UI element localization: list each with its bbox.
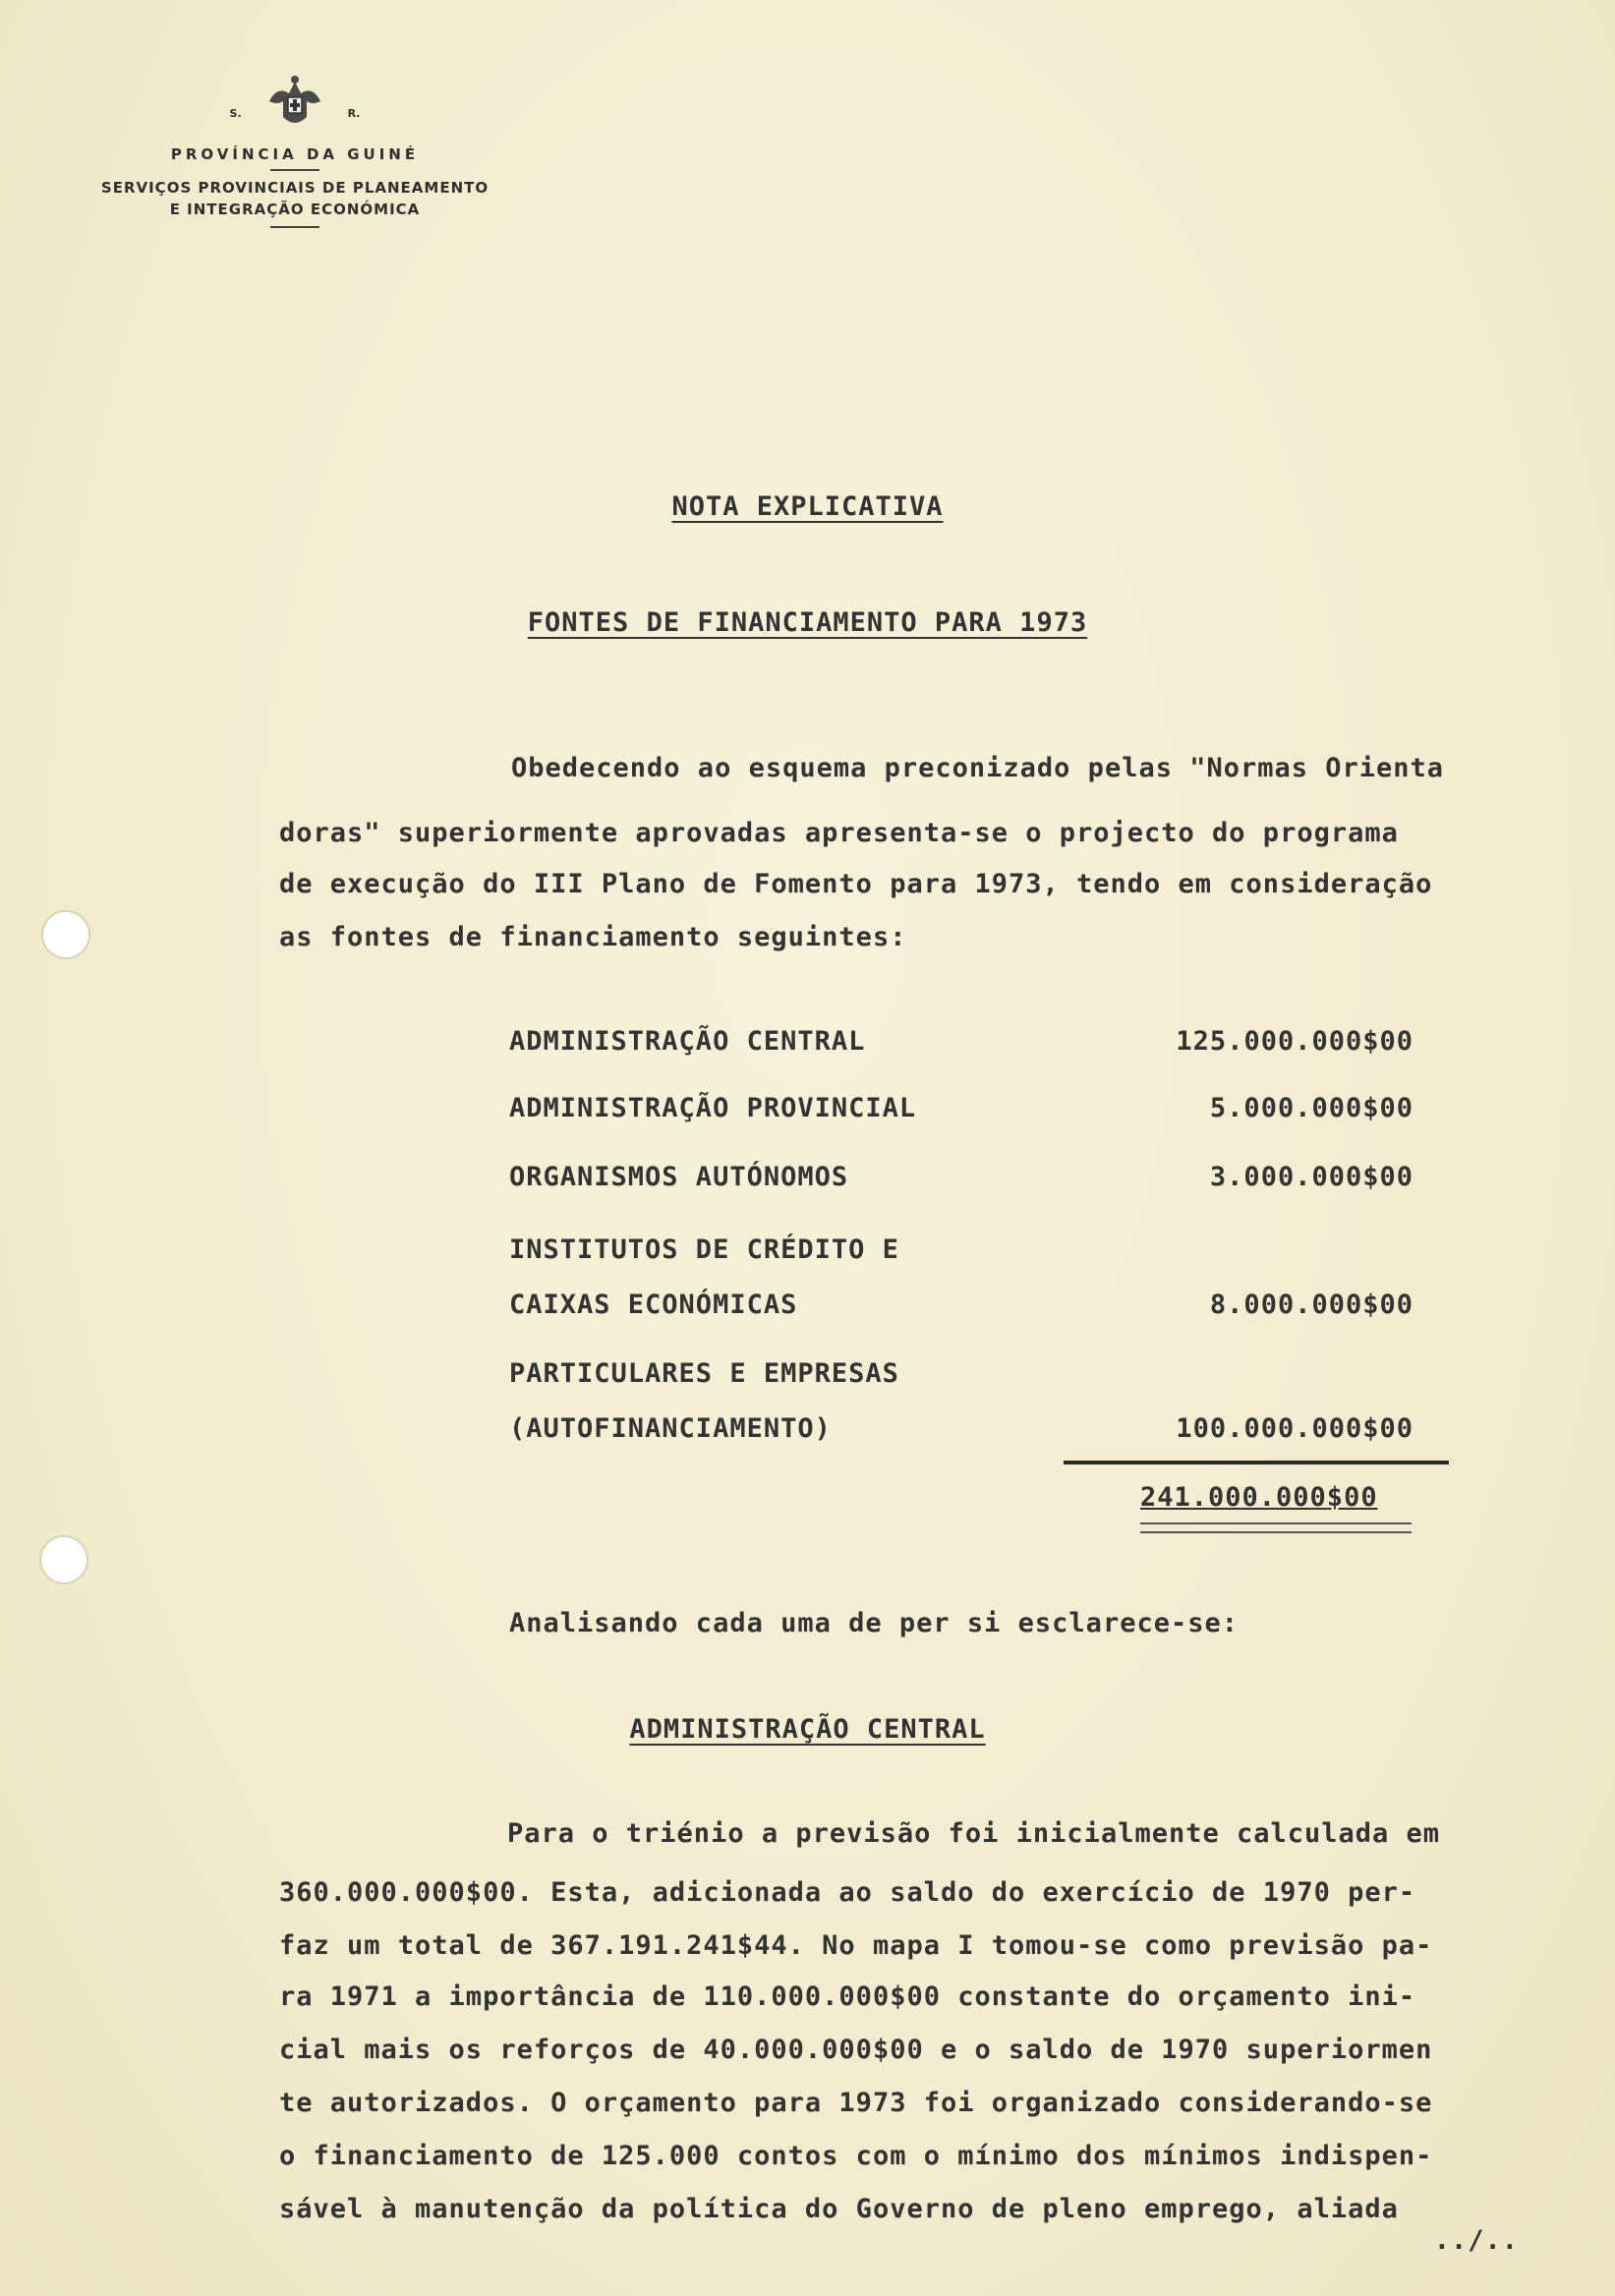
source-amount: 8.000.000$00 (1209, 1290, 1413, 1320)
section-line: cial mais os reforços de 40.000.000$00 e o saldo de 1970 superiormen (279, 2035, 1433, 2065)
document-title: NOTA EXPLICATIVA (671, 491, 944, 522)
source-label: (AUTOFINANCIAMENTO) (509, 1413, 832, 1444)
section-line: sável à manutenção da política do Governo de pleno emprego, aliada (279, 2194, 1399, 2224)
source-row (509, 1290, 1413, 1329)
continuation-mark: ../.. (1433, 2225, 1519, 2256)
total-rule (1064, 1461, 1449, 1464)
source-amount: 100.000.000$00 (1176, 1413, 1413, 1444)
intro-line: as fontes de financiamento seguintes: (279, 922, 907, 952)
letterhead-service-line2: E INTEGRAÇÃO ECONÓMICA (169, 201, 421, 218)
section-line: 360.000.000$00. Esta, adicionada ao saldo do exercício de 1970 per- (279, 1877, 1416, 1908)
source-row (509, 1234, 1413, 1274)
source-amount: 125.000.000$00 (1176, 1026, 1413, 1057)
source-label: ORGANISMOS AUTÓNOMOS (509, 1162, 849, 1192)
source-row (509, 1162, 1413, 1201)
section-title: ADMINISTRAÇÃO CENTRAL (629, 1714, 986, 1745)
letterhead-left-initial: S. (229, 106, 242, 120)
letterhead (59, 69, 531, 234)
document-subtitle: FONTES DE FINANCIAMENTO PARA 1973 (527, 607, 1088, 638)
section-line: faz um total de 367.191.241$44. No mapa I tomou-se como previsão pa- (279, 1930, 1433, 1961)
source-label: CAIXAS ECONÓMICAS (509, 1290, 798, 1320)
coat-of-arms-icon (263, 72, 326, 135)
section-line: Para o triénio a previsão foi inicialmente calculada em (507, 1818, 1441, 1849)
intro-line: doras" superiormente aprovadas apresenta-se o projecto do programa (279, 818, 1399, 848)
intro-line: Obedecendo ao esquema preconizado pelas "Normas Orienta (511, 753, 1445, 783)
source-label: ADMINISTRAÇÃO CENTRAL (509, 1026, 866, 1057)
source-label: PARTICULARES E EMPRESAS (509, 1358, 899, 1389)
source-label: INSTITUTOS DE CRÉDITO E (509, 1234, 899, 1265)
source-row (509, 1026, 1413, 1065)
section-line: o financiamento de 125.000 contos com o mínimo dos mínimos indispen- (279, 2141, 1433, 2171)
source-label: ADMINISTRAÇÃO PROVINCIAL (509, 1093, 917, 1123)
section-line: ra 1971 a importância de 110.000.000$00 constante do orçamento ini- (279, 1981, 1416, 2012)
letterhead-divider (270, 169, 319, 171)
letterhead-right-initial: R. (347, 106, 361, 120)
letterhead-service-line1: SERVIÇOS PROVINCIAIS DE PLANEAMENTO (100, 179, 490, 197)
punch-hole-top (41, 910, 90, 959)
source-amount: 3.000.000$00 (1209, 1162, 1413, 1192)
source-row (509, 1358, 1413, 1398)
intro-line: de execução do III Plano de Fomento para 1973, tendo em consideração (279, 869, 1433, 899)
punch-hole-bottom (39, 1535, 88, 1584)
source-amount: 5.000.000$00 (1209, 1093, 1413, 1123)
letterhead-province: PROVÍNCIA DA GUINÉ (170, 145, 420, 163)
source-row (509, 1093, 1413, 1132)
total-double-underline (1140, 1522, 1412, 1533)
letterhead-divider-bottom (270, 226, 319, 228)
section-line: te autorizados. O orçamento para 1973 foi organizado considerando-se (279, 2088, 1433, 2118)
analysis-line: Analisando cada uma de per si esclarece-se: (509, 1608, 1239, 1638)
source-row (509, 1413, 1413, 1453)
total-amount: 241.000.000$00 (1140, 1482, 1378, 1513)
